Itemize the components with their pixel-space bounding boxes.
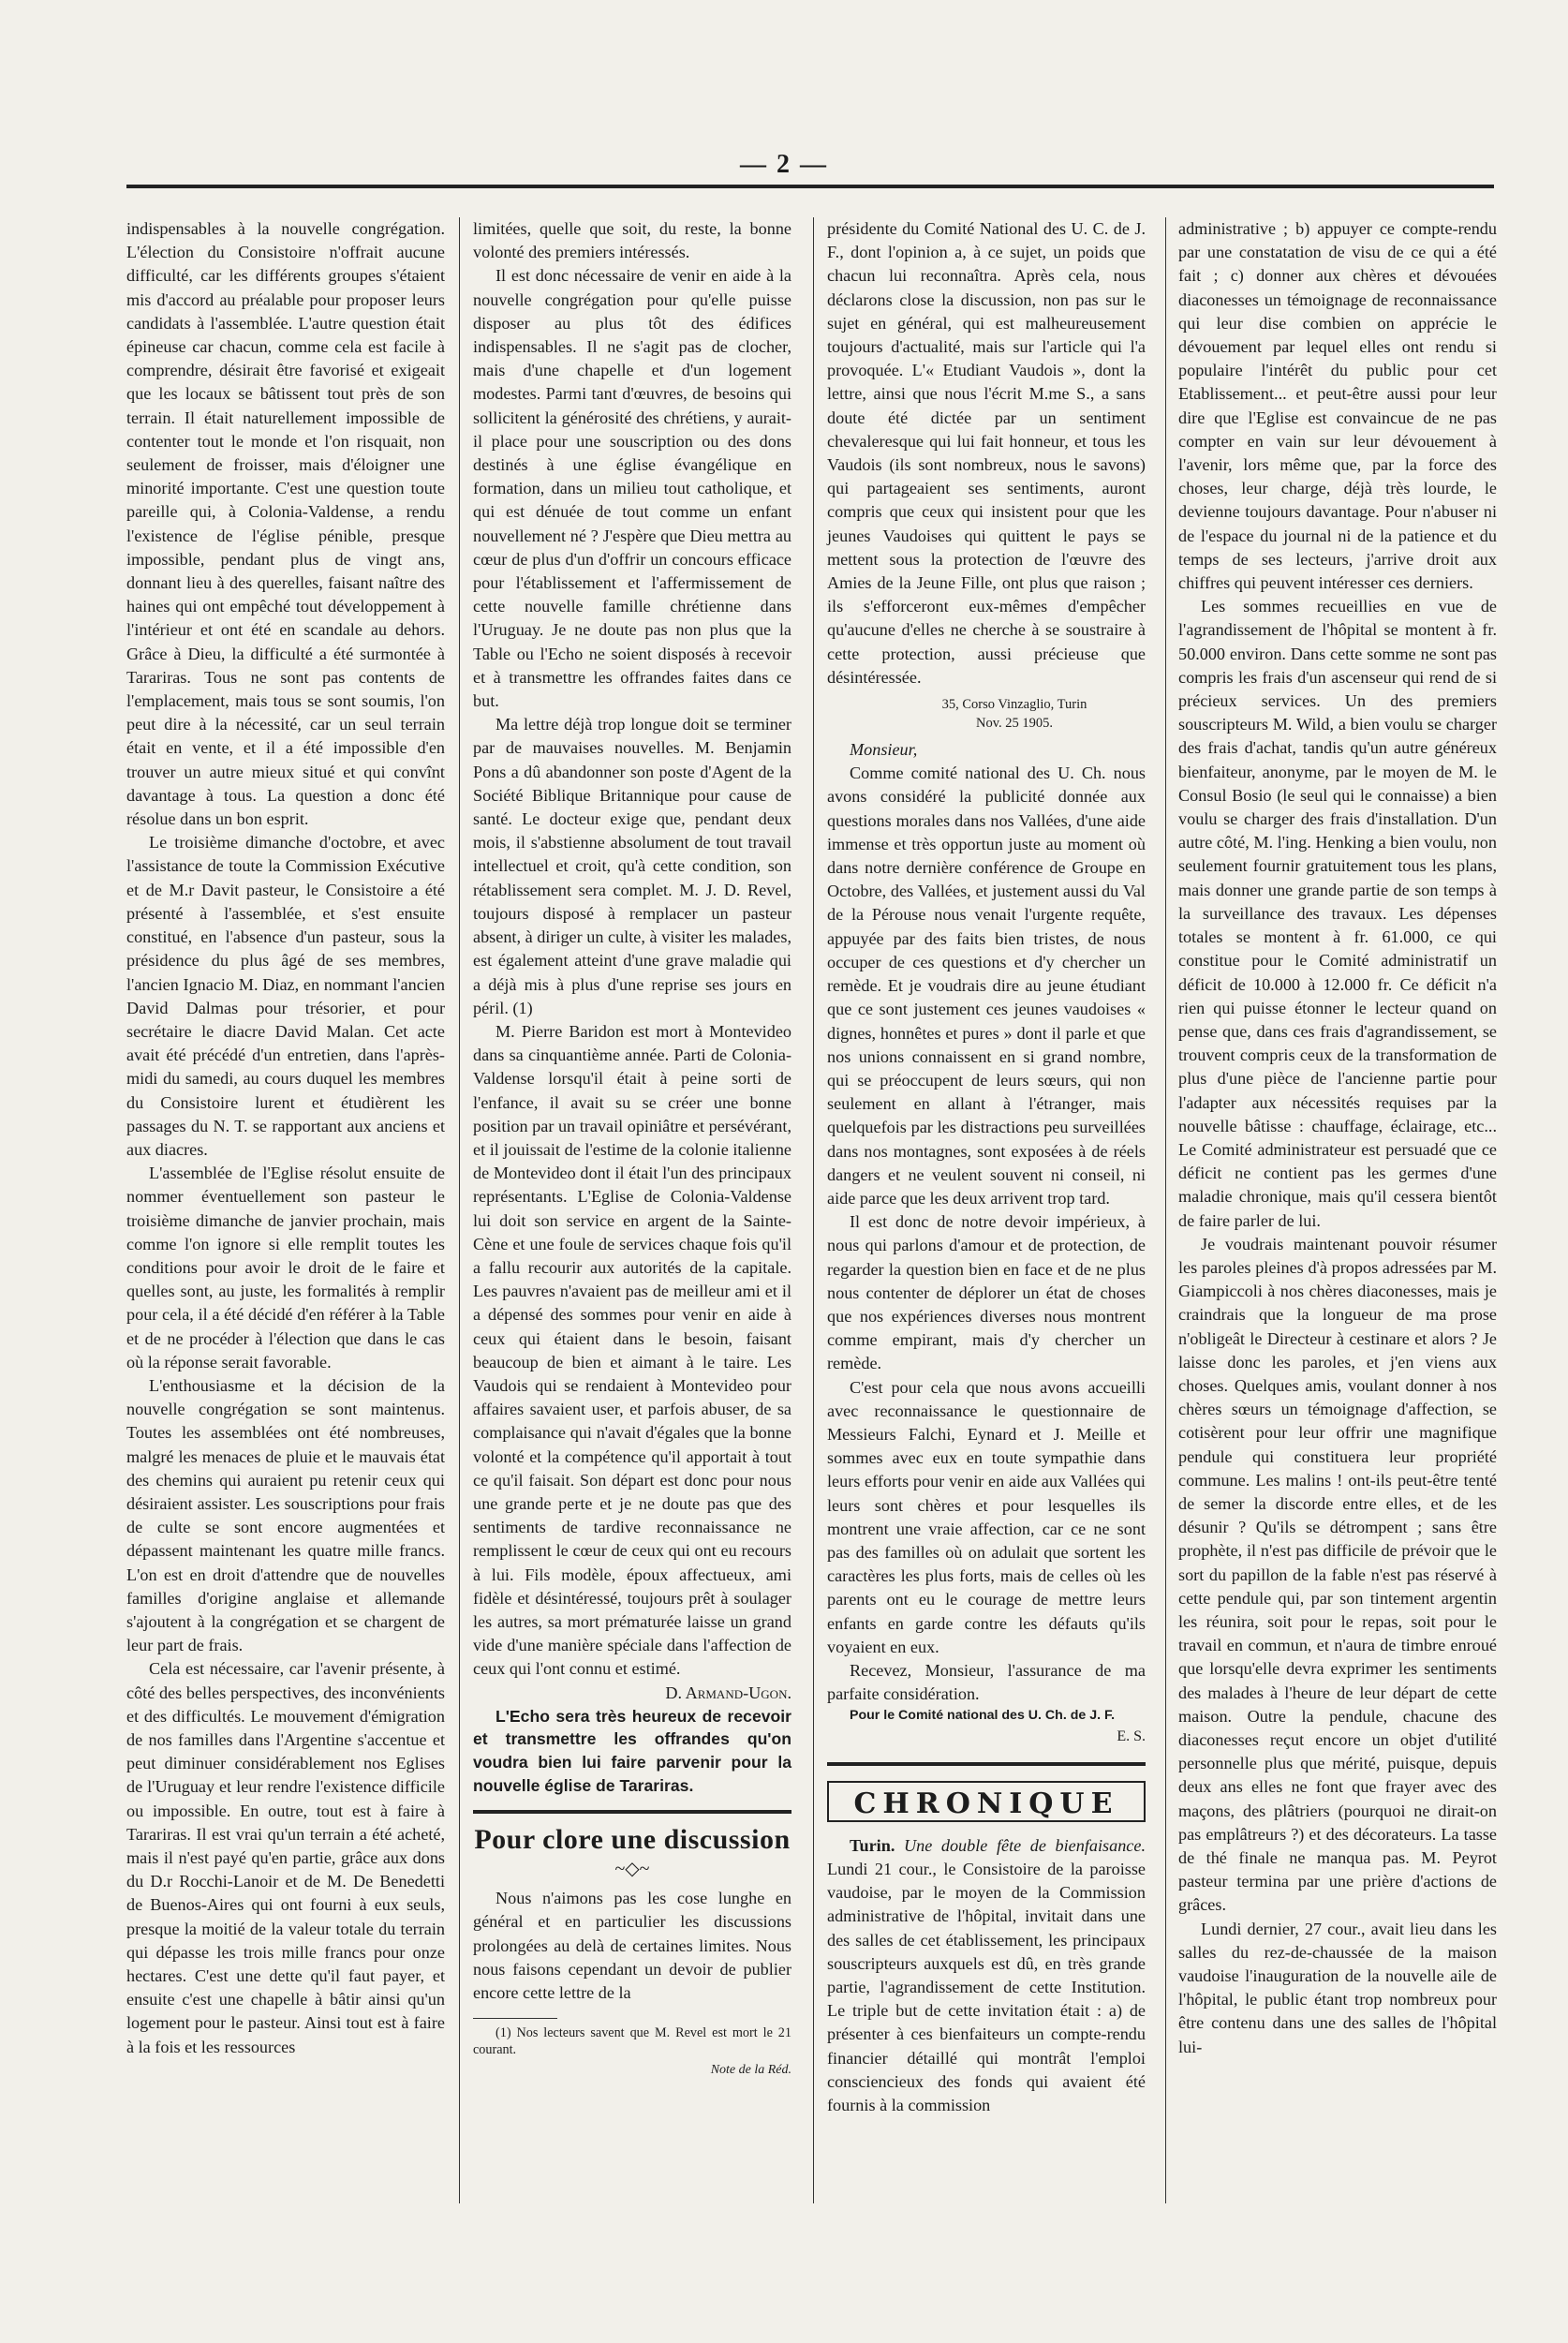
column-divider [813,217,814,2203]
header-rule [126,185,1494,188]
column-4 [1178,217,1497,2059]
paragraph: Les sommes recueillies en vue de l'agrandissement de l'hôpital se montent à fr. 50.000 environ. Dans cette somme ne sont pas compris les frais d'un ascenseur qui rend de si précieux services. Un des premiers souscripteurs M. Wild, a bien voulu se charger des frais d'achat, tandis qu'un autre généreux bienfaiteur, anonyme, par le moyen de M. le Consul Bosio (le seul qui le connaisse) a bien voulu se charger des frais d'installation. D'un autre côté, M. l'ing. Henking a bien voulu, non seulement fournir gratuitement tous les plans, mais donner une grande partie de son temps à la surveillance des travaux. Les dépenses totales se montent à fr. 61.000, ce qui constitue pour le Comité administratif un déficit de 10.000 à 12.000 fr. Ce déficit n'a rien qui puisse étonner le lecteur quand on pense que, dans ces frais d'agrandissement, se trouvent compris ceux de la transformation de plus d'une pièce de l'ancienne partie pour l'adapter aux nécessités requises par la nouvelle bâtisse : chauffage, éclairage, etc... Le Comité administrateur est persuadé que ce déficit ne contient pas les germes d'une maladie chronique, mais qu'il cessera bientôt de faire parler de lui. [1178,597,1497,1230]
paragraph: Cela est nécessaire, car l'avenir présente, à côté des belles perspectives, des inconvénients et des difficultés. Le mouvement d'émigration de nos familles dans l'Argentine s'accentue et peut diminuer considérablement nos Eglises de l'Uruguay et leur rendre l'existence difficile ou impossible. En outre, tout est à faire à Tarariras. Il est vrai qu'un terrain a été acheté, mais il n'est payé qu'en partie, grâce aux dons du D.r Rocchi-Lanoir et de M. De Benedetti de Buenos-Aires qui ont fourni à eux seuls, presque la moitié de la valeur totale du terrain qui dépasse les trois mille francs pour onze hectares. C'est une dette qu'il faut payer, et ensuite c'est une chapelle à bâtir ainsi qu'un logement pour le pasteur. Ainsi tout est à faire à la fois et les ressources [126,1659,445,2056]
paragraph: M. Pierre Baridon est mort à Montevideo dans sa cinquantième année. Parti de Colonia-Valdense lorsqu'il était à peine sorti de l'enfance, il avait su se créer une bonne position par un travail opiniâtre et persévérant, et il jouissait de l'estime de la colonie italienne de Montevideo dont il était l'un des principaux représentants. L'Eglise de Colonia-Valdense lui doit son service en argent de la Sainte-Cène et une foule de services chaque fois qu'il a fallu recourir aux autorités de la capitale. Les pauvres n'avaient pas de meilleur ami et il a dépensé des sommes pour venir en aide à ceux qui étaient dans le besoin, faisant beaucoup de bien et aimant à le taire. Les Vaudois qui se rendaient à Montevideo pour affaires savaient user, et parfois abuser, de sa complaisance qui n'avait d'égales que la bonne volonté et la compétence qu'il apportait à tout ce qu'il faisait. Son départ est donc pour nous une grande perte et je ne doute pas que des sentiments de tardive reconnaissance ne remplissent le cœur de ceux qui ont eu recours à lui. Fils modèle, époux affectueux, ami fidèle et désintéressé, toujours prêt à soulager les autres, sa mort prématurée laisse un grand vide d'une manière spéciale dans l'affection de ceux qui l'ont connu et estimé. [473,1021,791,1679]
paragraph: Il est donc nécessaire de venir en aide à la nouvelle congrégation pour qu'elle puisse disposer au plus tôt des édifices indispensables. Il ne s'agit pas de clocher, mais d'une chapelle et d'un logement modestes. Parmi tant d'œuvres, de besoins qui sollicitent la générosité des chrétiens, y aurait-il place pour une souscription ou des dons destinés à une église évangélique en formation, dans un milieu tout catholique, et qui est dénuée de tout comme un enfant nouvellement né ? J'espère que Dieu mettra au cœur de plus d'un d'offrir un concours efficace pour l'établissement et l'affermissement de cette nouvelle famille chrétienne dans l'Uruguay. Je ne doute pas non plus que la Table ou l'Echo ne soient disposés à recevoir et à transmettre les offrandes faites dans ce but. [473,266,791,711]
footnote-rule [473,2018,557,2019]
paragraph: Il est donc de notre devoir impérieux, à nous qui parlons d'amour et de protection, de regarder la question bien en face et de ne plus nous contenter de déplorer un état de choses que nos expériences diverses nous montrent comme empirant, mais d'y chercher un remède. [827,1212,1146,1373]
paragraph [827,1834,1146,2117]
column-3 [827,217,1146,2117]
chronique-title: CHRONIQUE [853,1787,1119,1820]
paragraph: administrative ; b) appuyer ce compte-rendu par une constatation de visu de ce qui a été fait ; c) donner aux chères et dévouées diaconesses un témoignage de reconnaissance qui leur dise combien on apprécie le dévouement par lequel elles ont rendu si populaire l'intérêt du public pour cet Etablissement... et peut-être aussi pour leur dire que l'Eglise est convaincue de ne pas compter en vain sur leur dévouement à l'avenir, lors même que, par la force des choses, leur charge, déjà très lourde, le devienne toujours davantage. Pour n'abuser ni de l'espace du journal ni de la patience et du temps de ses lecteurs, j'arrive droit aux chiffres qui peuvent intéresser ces derniers. [1178,219,1497,593]
paragraph: limitées, quelle que soit, du reste, la bonne volonté des premiers intéressés. [473,219,791,262]
address-line: 35, Corso Vinzaglio, Turin [941,697,1087,713]
footnote: (1) Nos lecteurs savent que M. Revel est mort le 21 courant. [473,2025,791,2058]
ornament-divider: ~◇~ [614,1859,650,1880]
column-divider [459,217,460,2203]
address-date: Nov. 25 1905. [975,716,1054,732]
paragraph-body: Lundi 21 cour., le Consistoire de la paroisse vaudoise, par le moyen de la Commission administrative de l'hôpital, invitait dans une des salles de cet établissement, les principaux souscripteurs auxquels est dû, en très grande partie, l'agrandissement de cette Institution. Le triple but de cette invitation était : a) de présenter à ces bienfaiteurs un compte-rendu financier détaillé qui montrât l'emploi consciencieux des fonds qui avaient été fournis à la commission [827,1860,1146,2115]
section-rule [473,1810,791,1814]
paragraph: Comme comité national des U. Ch. nous avons considéré la publicité donnée aux questions morales dans nos Vallées, d'une aide immense et très opportun juste au moment où dans notre dernière conférence de Groupe en Octobre, des Vallées, et justement aussi du Val de la Pérouse nous venait l'urgente requête, appuyée par des faits bien tristes, de nous occuper de ces questions et d'y chercher un remède. Et je voudrais dire au jeune étudiant que ce sont justement ces jeunes vaudoises « dignes, honnêtes et pures » dont il parle et que nos unions connaissent en si grand nombre, qui se préoccupent de leurs sœurs, qui non seulement en allant à l'étranger, mais quelquefois par les distractions peu surveillées dans nos montagnes, sont exposées à de réels dangers et ne veulent souvent ni conseil, ni aide parce que les deux arrivent trop tard. [827,764,1146,1208]
letter-initials: E. S. [1117,1728,1146,1745]
author-signature: D. Armand-Ugon. [665,1683,791,1702]
column-1 [126,217,445,2059]
paragraph: C'est pour cela que nous avons accueilli avec reconnaissance le questionnaire de Messieurs Falchi, Eynard et J. Meille et sommes avec eux en toute sympathie dans leurs efforts pour venir en aide aux Vallées qui leurs sont chères et pour lesquelles ils montrent une vraie affection, car ce ne sont pas des familles où on adulait que sortent les caractères les plus forts, mais de celles où les parents ont eu le courage de mettre leurs enfants en garde contre les défauts qu'ils voyaient en eux. [827,1377,1146,1656]
paragraph: Le troisième dimanche d'octobre, et avec l'assistance de toute la Commission Exécutive et de M.r Davit pasteur, le Consistoire a été présenté à l'assemblée, et s'est ensuite constitué, en l'absence d'un pasteur, sous la présidence du plus âgé de ses membres, l'ancien Ignacio M. Diaz, en nommant l'ancien David Dalmas pour trésorier, et pour secrétaire le diacre David Malan. Cet acte avait été précédé d'un entretien, dans l'après-midi du samedi, au cours duquel les membres du Consistoire lurent et étudièrent les passages du N. T. se rapportant aux anciens et aux diacres. [126,833,445,1159]
editor-note-label: Note de la Réd. [710,2063,791,2078]
column-2 [473,217,791,2082]
paragraph: indispensables à la nouvelle congrégation. L'élection du Consistoire n'offrait aucune difficulté, car les différents groupes s'étaient mis d'accord au préalable pour proposer leurs candidats à l'assemblée. L'autre question était épineuse car chacun, comme cela est facile à comprendre, désirait être favorisé et exigeait que les locaux se bâtissent tout près de son terrain. Il était naturellement impossible de contenter tout le monde et l'on risquait, non seulement de froisser, mais d'éloigner une minorité importante. C'est une question toute pareille qui, à Colonia-Valdense, a rendu l'existence de l'église pénible, presque impossible, pendant plus de vingt ans, donnant lieu à des querelles, faisant naître des haines qui ont empêché tout développement à l'intérieur et ont été en scandale au dehors. Grâce à Dieu, la difficulté a été surmontée à Tarariras. Tous ne sont pas contents de l'emplacement, mais tous se sont soumis, l'on peut dire à la nécessité, car un seul terrain était en vente, et il a été impossible d'en trouver un autre mieux situé et qui convînt davantage à tous. La question a donc été résolue dans un bon esprit. [126,219,445,829]
paragraph: Je voudrais maintenant pouvoir résumer les paroles pleines d'à propos adressées par M. Giampiccoli à nos chères diaconesses, mais je craindrais que la longueur de ma prose n'obligeât le Directeur à cestinare et alors ? Je laisse donc les paroles, et j'en viens aux choses. Quelques amis, voulant donner à nos chères sœurs un témoignage d'affection, se cotisèrent pour leur offrir une magnifique pendule qui constituera leur propriété commune. Les malins ! ont-ils peut-être tenté de semer la discorde entre elles, et de les désunir ? Qu'ils se détrompent ; sans être prophète, il n'est pas difficile de prévoir que le sort du papillon de la fable n'est pas réservé à cette pendule qui, par son tintement argentin les réunira, soit pour le repas, soit pour le travail en commun, et n'aura de timbre enroué que lorsqu'elle devra exprimer les sentiments des malades à l'heure de leur départ de cette maison. Outre la pendule, chacune des diaconesses reçut encore un objet d'utilité personnelle plus que mérité, puisque, depuis deux ans elles ne font que frayer avec des maçons, des plâtriers (pourquoi ne dirait-on pas emplâtreurs ?) et des décorateurs. La tasse de thé finale ne manqua pas. M. Peyrot pasteur termina par une prière d'actions de grâces. [1178,1234,1497,1915]
editorial-note: L'Echo sera très heureux de recevoir et transmettre les offrandes qu'on voudra bien lui faire parvenir pour la nouvelle église de Tarariras. [473,1706,791,1795]
column-divider [1165,217,1166,2203]
letter-address [883,695,1146,733]
section-title: Pour clore une discussion [474,1824,791,1856]
dateline-subject: Une double fête de bienfaisance. [903,1835,1146,1855]
paragraph: L'assemblée de l'Eglise résolut ensuite de nommer éventuellement son pasteur le troisième dimanche de janvier prochain, mais comme l'on ignore si elle remplit toutes les conditions pour avoir le droit de le faire et quelles sont, au juste, les formalités à remplir pour cela, il a été décidé d'en référer à la Table et de ne procéder à l'élection que dans le cas où la réponse serait favorable. [126,1164,445,1372]
paragraph: présidente du Comité National des U. C. de J. F., dont l'opinion a, à ce sujet, un poids que chacun lui reconnaîtra. Après cela, nous déclarons close la discussion, non pas sur le sujet en général, qui est malheureusement toujours d'actualité, mais sur l'article qui l'a provoquée. L'« Etudiant Vaudois », dont la lettre, ainsi que nous l'écrit M.me S., a sans doute été dictée par un sentiment chevaleresque qui lui fait honneur, et tous les Vaudois (ils sont nombreux, nous le savons) qui partageaient ses sentiments, auront compris que ceux qui insistent pour que les jeunes Vaudoises qui quittent le pays se mettent sous la protection de l'œuvre des Amies de la Jeune Fille, ont plus que raison ; ils s'efforceront eux-mêmes d'empêcher qu'aucune d'elles ne cherche à se soustraire à cette protection, aussi précieuse que désintéressée. [827,219,1146,687]
letter-salutation: Monsieur, [850,740,918,760]
page-number: — 2 — [740,150,828,179]
paragraph: Recevez, Monsieur, l'assurance de ma parfaite considération. [827,1660,1146,1704]
paragraph: Lundi dernier, 27 cour., avait lieu dans les salles du rez-de-chaussée de la maison vaudoise l'inauguration de la nouvelle aile de l'hôpital, le public étant trop nombreux pour être contenu dans une des salles de l'hôpital lui- [1178,1919,1497,2056]
dateline-city: Turin. [850,1835,895,1855]
section-rule [827,1762,1146,1766]
letter-signature: Pour le Comité national des U. Ch. de J. F. [850,1708,1116,1724]
paragraph: L'enthousiasme et la décision de la nouvelle congrégation se sont maintenus. Toutes les assemblées ont été nombreuses, malgré les menaces de pluie et le mauvais état des chemins qui auraient pu retenir ceux qui désiraient assister. Les souscriptions pour frais de culte se sont encore augmentées et dépassent maintenant les quatre mille francs. L'on est en droit d'attendre que de nouvelles familles d'origine anglaise et allemande s'ajoutent à la congrégation et se chargent de leur part de frais. [126,1375,445,1655]
paragraph: Ma lettre déjà trop longue doit se terminer par de mauvaises nouvelles. M. Benjamin Pons a dû abandonner son poste d'Agent de la Société Biblique Britannique pour cause de santé. Le docteur exige que, pendant deux mois, il s'abstienne absolument de tout travail intellectuel et croit, qu'à cette condition, son rétablissement sera complet. M. J. D. Revel, toujours disposé à remplacer un pasteur absent, à diriger un culte, à visiter les malades, est également atteint d'une grave maladie qui a déjà mis à plus d'une reprise ses jours en péril. (1) [473,715,791,1017]
paragraph: Nous n'aimons pas les cose lunghe en général et en particulier les discussions prolongées au delà de certaines limites. Nous nous faisons cependant un devoir de publier encore cette lettre de la [473,1889,791,2002]
